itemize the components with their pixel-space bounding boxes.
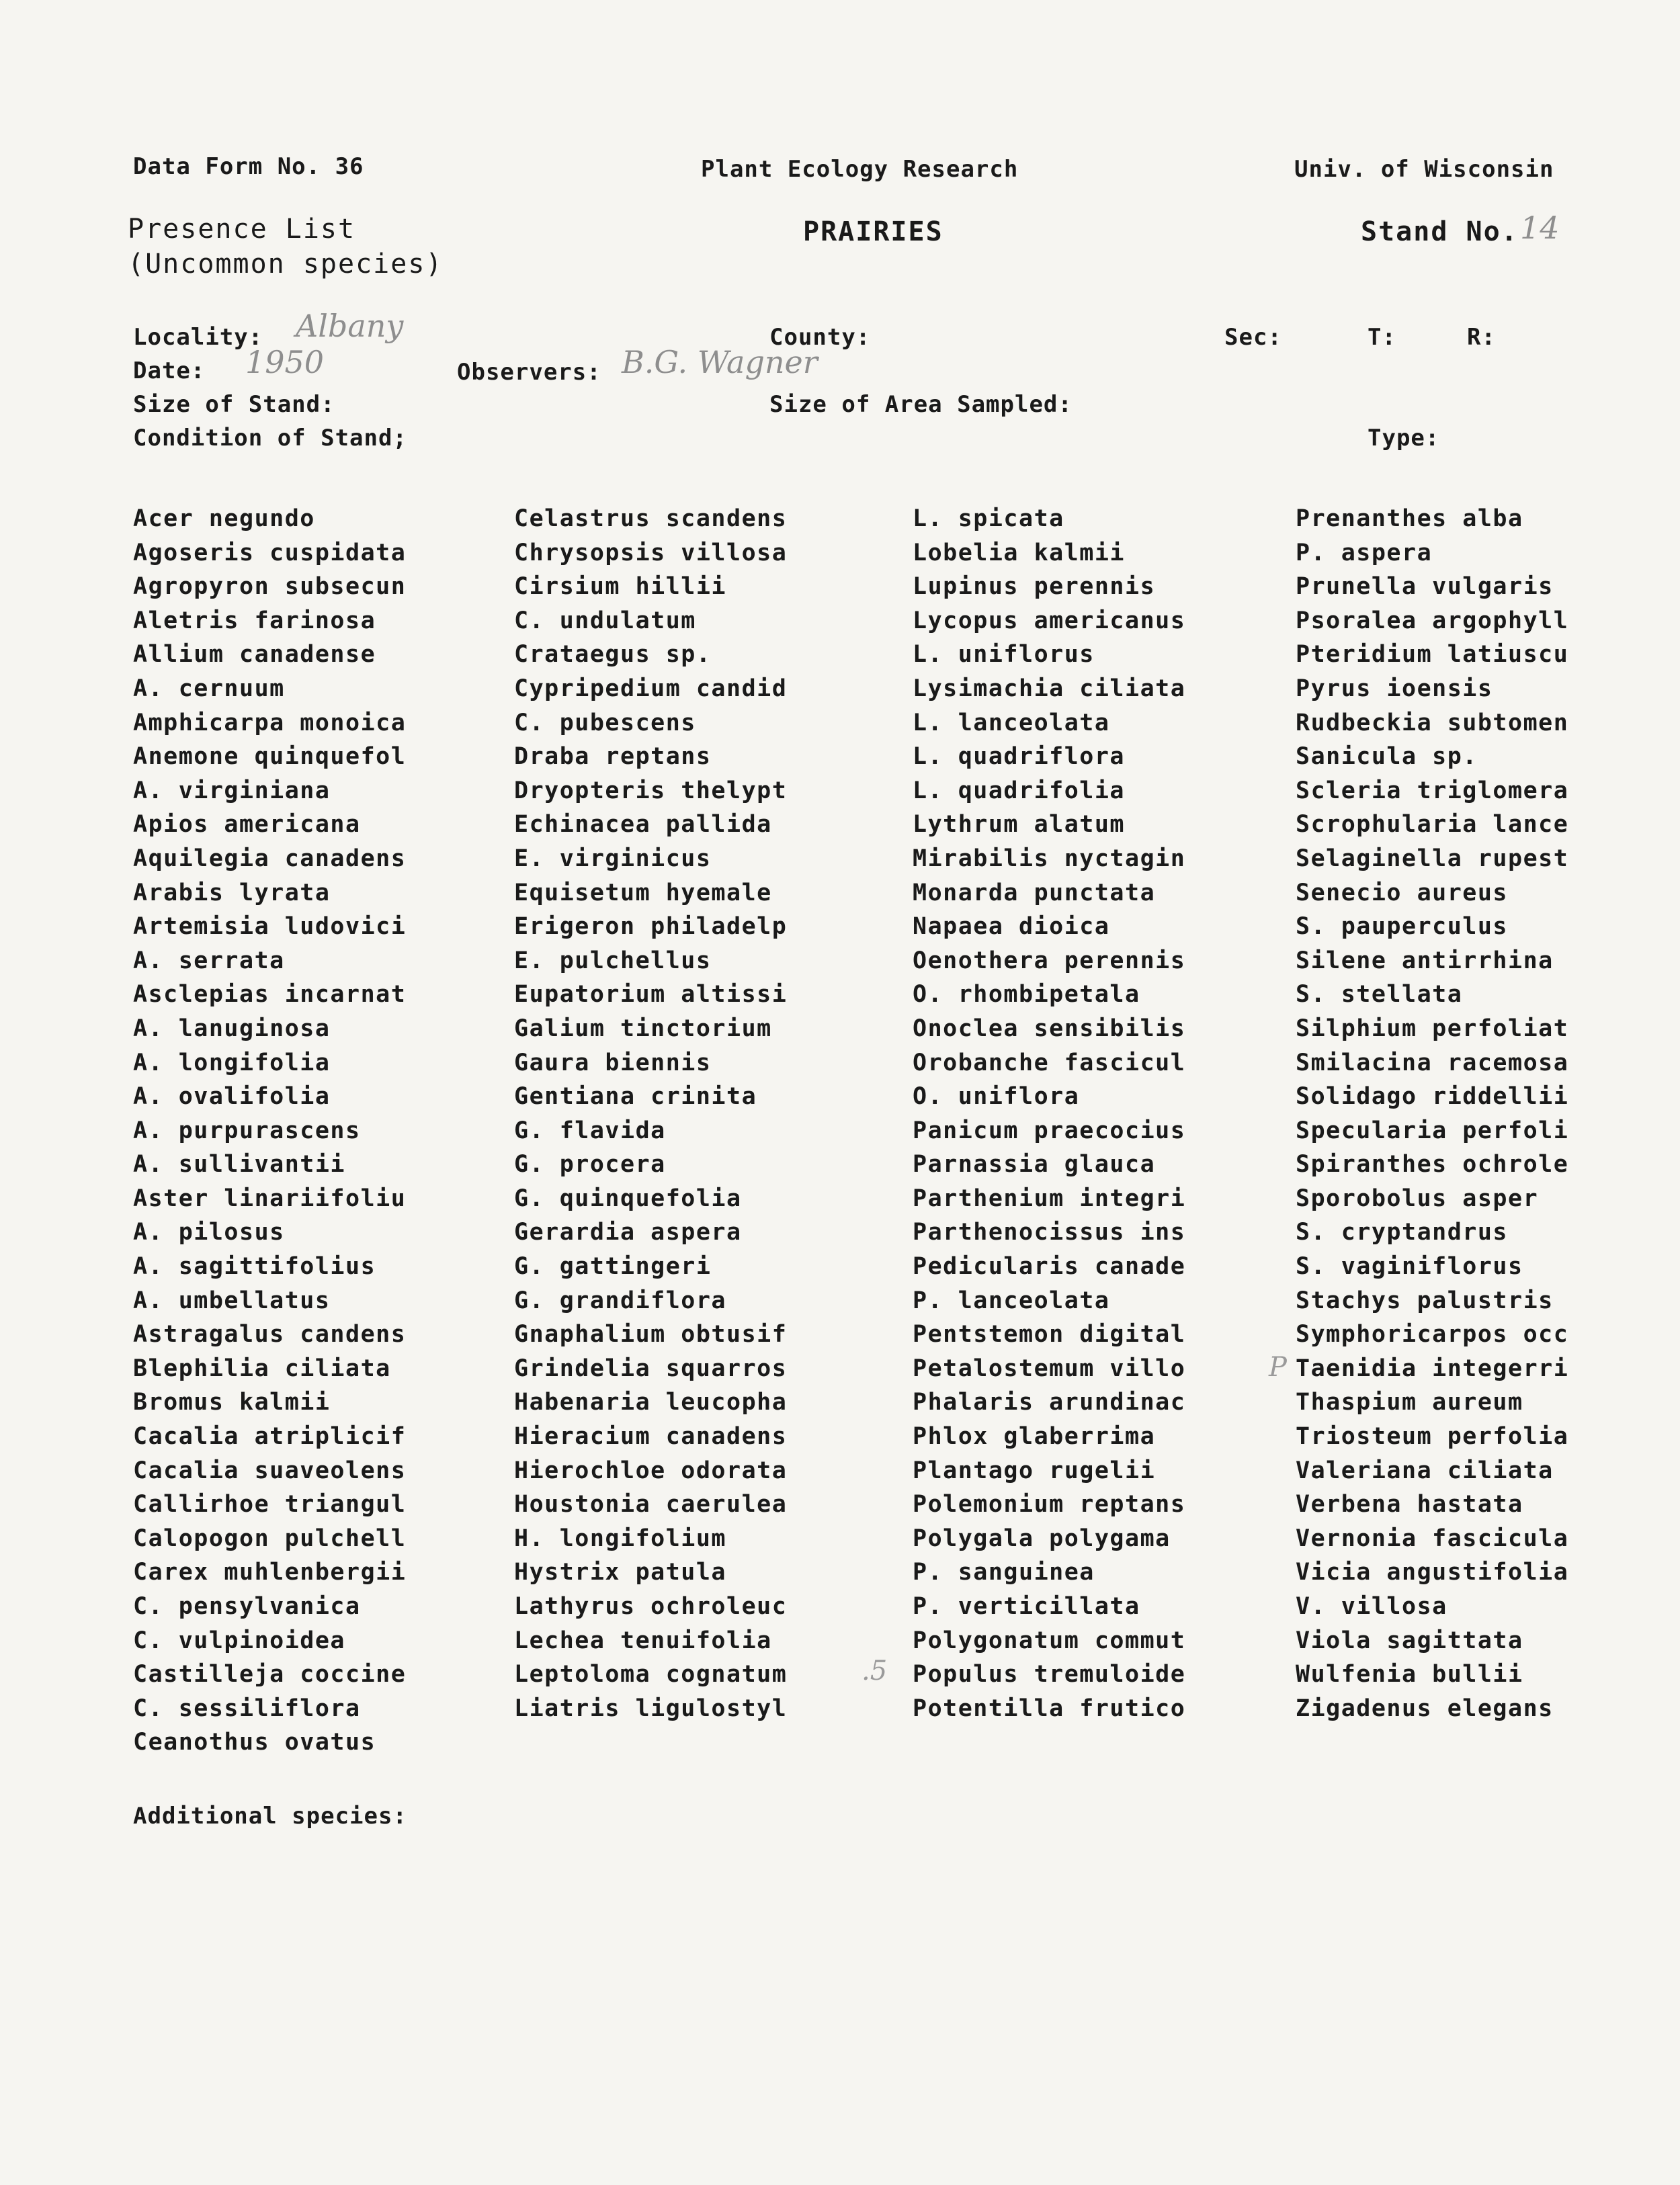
species-item: E. pulchellus bbox=[514, 947, 712, 974]
species-item: C. sessiliflora bbox=[133, 1695, 361, 1722]
species-item: Cirsium hillii bbox=[514, 573, 727, 601]
species-item: G. grandiflora bbox=[514, 1287, 727, 1314]
species-item: Sporobolus asper bbox=[1296, 1185, 1539, 1212]
species-item: O. rhombipetala bbox=[913, 981, 1140, 1009]
species-item: H. longifolium bbox=[514, 1525, 727, 1552]
species-item: A. lanuginosa bbox=[133, 1015, 331, 1042]
species-item: Orobanche fascicul bbox=[913, 1049, 1186, 1076]
species-item: L. quadrifolia bbox=[913, 777, 1126, 804]
species-item: V. villosa bbox=[1296, 1593, 1447, 1620]
list-subtitle: (Uncommon species) bbox=[128, 249, 444, 280]
species-item: Habenaria leucopha bbox=[514, 1389, 788, 1416]
species-item: Celastrus scandens bbox=[514, 505, 788, 532]
species-item: Hierochloe odorata bbox=[514, 1457, 788, 1484]
species-item: Pedicularis canade bbox=[913, 1253, 1186, 1281]
species-item: Agoseris cuspidata bbox=[133, 539, 407, 566]
species-item: Thaspium aureum bbox=[1296, 1389, 1523, 1416]
species-item: Allium canadense bbox=[133, 641, 376, 669]
species-item: Valeriana ciliata bbox=[1296, 1457, 1554, 1484]
species-column-4 bbox=[1296, 502, 1568, 1725]
species-item: S. stellata bbox=[1296, 981, 1463, 1009]
species-item: A. purpurascens bbox=[133, 1117, 361, 1144]
species-item: Oenothera perennis bbox=[913, 947, 1186, 974]
species-item: Parthenocissus ins bbox=[913, 1219, 1186, 1246]
species-item: Asclepias incarnat bbox=[133, 981, 407, 1009]
species-item: C. pensylvanica bbox=[133, 1593, 361, 1620]
species-item: Selaginella rupest bbox=[1296, 845, 1569, 872]
species-item: Polygala polygama bbox=[913, 1525, 1171, 1552]
species-item: L. uniflorus bbox=[913, 641, 1095, 669]
species-item: P. sanguinea bbox=[913, 1559, 1095, 1586]
species-item: Sanicula sp. bbox=[1296, 743, 1478, 771]
species-item: Leptoloma cognatum bbox=[514, 1661, 788, 1688]
species-column-2 bbox=[514, 502, 787, 1725]
species-item: Verbena hastata bbox=[1296, 1491, 1523, 1518]
species-item: L. spicata bbox=[913, 505, 1064, 532]
species-item: Houstonia caerulea bbox=[514, 1491, 788, 1518]
species-item: Anemone quinquefol bbox=[133, 743, 407, 771]
species-item: Gerardia aspera bbox=[514, 1219, 742, 1246]
species-item: A. pilosus bbox=[133, 1219, 285, 1246]
species-item: Gentiana crinita bbox=[514, 1083, 757, 1111]
species-item: Lysimachia ciliata bbox=[913, 675, 1186, 702]
populus-handwritten-mark: .5 bbox=[862, 1656, 888, 1686]
species-item: Taenidia integerri bbox=[1296, 1355, 1569, 1382]
species-column-1 bbox=[133, 502, 406, 1760]
species-item: G. procera bbox=[514, 1151, 666, 1179]
additional-species-label: Additional species: bbox=[133, 1803, 407, 1830]
species-item: Gaura biennis bbox=[514, 1049, 712, 1076]
species-item: S. cryptandrus bbox=[1296, 1219, 1509, 1246]
date-label: Date: bbox=[133, 357, 206, 384]
species-item: Smilacina racemosa bbox=[1296, 1049, 1569, 1076]
species-item: Cacalia suaveolens bbox=[133, 1457, 407, 1484]
species-item: Stachys palustris bbox=[1296, 1287, 1554, 1314]
species-item: Zigadenus elegans bbox=[1296, 1695, 1554, 1722]
species-item: Echinacea pallida bbox=[514, 811, 772, 839]
species-item: Hystrix patula bbox=[514, 1559, 727, 1586]
species-item: Carex muhlenbergii bbox=[133, 1559, 407, 1586]
species-item: Apios americana bbox=[133, 811, 361, 839]
species-item: Calopogon pulchell bbox=[133, 1525, 407, 1552]
species-item: Aster linariifoliu bbox=[133, 1185, 407, 1212]
species-item: A. cernuum bbox=[133, 675, 285, 702]
species-item: Plantago rugelii bbox=[913, 1457, 1156, 1484]
species-item: A. serrata bbox=[133, 947, 285, 974]
species-item: Hieracium canadens bbox=[514, 1423, 788, 1451]
species-item: Rudbeckia subtomen bbox=[1296, 709, 1569, 736]
species-item: A. virginiana bbox=[133, 777, 331, 804]
species-item: Lythrum alatum bbox=[913, 811, 1126, 839]
species-item: Artemisia ludovici bbox=[133, 913, 407, 941]
species-item: Phlox glaberrima bbox=[913, 1423, 1156, 1451]
species-item: Aletris farinosa bbox=[133, 607, 376, 634]
species-item: Erigeron philadelp bbox=[514, 913, 788, 941]
institution-name: Plant Ecology Research bbox=[701, 156, 1019, 183]
species-item: Draba reptans bbox=[514, 743, 712, 771]
species-item: Amphicarpa monoica bbox=[133, 709, 407, 736]
species-item: P. aspera bbox=[1296, 539, 1433, 566]
species-column-3 bbox=[913, 502, 1185, 1725]
locality-label: Locality: bbox=[133, 324, 263, 351]
species-item: Vernonia fascicula bbox=[1296, 1525, 1569, 1552]
species-item: Wulfenia bullii bbox=[1296, 1661, 1523, 1688]
species-item: L. lanceolata bbox=[913, 709, 1110, 736]
species-item: Panicum praecocius bbox=[913, 1117, 1186, 1144]
form-number: Data Form No. 36 bbox=[133, 153, 364, 180]
species-item: Psoralea argophyll bbox=[1296, 607, 1569, 634]
species-item: Napaea dioica bbox=[913, 913, 1110, 941]
species-item: Vicia angustifolia bbox=[1296, 1559, 1569, 1586]
species-item: A. ovalifolia bbox=[133, 1083, 331, 1111]
species-item: Pentstemon digital bbox=[913, 1321, 1186, 1348]
species-item: Grindelia squarros bbox=[514, 1355, 788, 1382]
species-item: Castilleja coccine bbox=[133, 1661, 407, 1688]
university-name: Univ. of Wisconsin bbox=[1294, 156, 1554, 183]
species-item: Ceanothus ovatus bbox=[133, 1729, 376, 1756]
species-item: O. uniflora bbox=[913, 1083, 1080, 1111]
date-value: 1950 bbox=[245, 344, 325, 380]
size-of-stand-label: Size of Stand: bbox=[133, 391, 335, 418]
species-item: Senecio aureus bbox=[1296, 879, 1509, 906]
species-item: G. quinquefolia bbox=[514, 1185, 742, 1212]
species-item: C. pubescens bbox=[514, 709, 696, 736]
condition-of-stand-label: Condition of Stand; bbox=[133, 425, 407, 452]
species-item: Liatris ligulostyl bbox=[514, 1695, 788, 1722]
species-item: Polemonium reptans bbox=[913, 1491, 1186, 1518]
species-item: Lechea tenuifolia bbox=[514, 1627, 772, 1654]
species-item: Mirabilis nyctagin bbox=[913, 845, 1186, 872]
species-item: Dryopteris thelypt bbox=[514, 777, 788, 804]
species-item: Lobelia kalmii bbox=[913, 539, 1126, 566]
species-item: Polygonatum commut bbox=[913, 1627, 1186, 1654]
size-of-area-label: Size of Area Sampled: bbox=[769, 391, 1073, 418]
species-item: Specularia perfoli bbox=[1296, 1117, 1569, 1144]
species-item: Cypripedium candid bbox=[514, 675, 788, 702]
species-item: A. umbellatus bbox=[133, 1287, 331, 1314]
species-item: G. gattingeri bbox=[514, 1253, 712, 1281]
species-item: Populus tremuloide bbox=[913, 1661, 1186, 1688]
species-item: Phalaris arundinac bbox=[913, 1389, 1186, 1416]
species-item: Galium tinctorium bbox=[514, 1015, 772, 1042]
species-item: L. quadriflora bbox=[913, 743, 1126, 771]
species-item: Blephilia ciliata bbox=[133, 1355, 391, 1382]
species-item: Viola sagittata bbox=[1296, 1627, 1523, 1654]
list-title: Presence List bbox=[128, 214, 356, 245]
r-label: R: bbox=[1467, 324, 1496, 351]
species-item: G. flavida bbox=[514, 1117, 666, 1144]
species-item: Parnassia glauca bbox=[913, 1151, 1156, 1179]
species-item: Silene antirrhina bbox=[1296, 947, 1554, 974]
species-item: P. lanceolata bbox=[913, 1287, 1110, 1314]
species-item: Arabis lyrata bbox=[133, 879, 331, 906]
observers-value: B.G. Wagner bbox=[622, 344, 818, 380]
species-item: Lycopus americanus bbox=[913, 607, 1186, 634]
species-item: Pteridium latiuscu bbox=[1296, 641, 1569, 669]
type-label: Type: bbox=[1368, 425, 1440, 452]
species-item: Lathyrus ochroleuc bbox=[514, 1593, 788, 1620]
species-item: Agropyron subsecun bbox=[133, 573, 407, 601]
species-item: Eupatorium altissi bbox=[514, 981, 788, 1009]
species-item: Lupinus perennis bbox=[913, 573, 1156, 601]
species-item: Acer negundo bbox=[133, 505, 315, 532]
species-item: Triosteum perfolia bbox=[1296, 1423, 1569, 1451]
species-item: A. sagittifolius bbox=[133, 1253, 376, 1281]
species-item: Onoclea sensibilis bbox=[913, 1015, 1186, 1042]
species-item: Silphium perfoliat bbox=[1296, 1015, 1569, 1042]
species-item: Parthenium integri bbox=[913, 1185, 1186, 1212]
species-item: Crataegus sp. bbox=[514, 641, 712, 669]
species-item: Scleria triglomera bbox=[1296, 777, 1569, 804]
species-item: Symphoricarpos occ bbox=[1296, 1321, 1569, 1348]
species-item: Prunella vulgaris bbox=[1296, 573, 1554, 601]
species-item: Astragalus candens bbox=[133, 1321, 407, 1348]
species-item: Pyrus ioensis bbox=[1296, 675, 1493, 702]
community-title: PRAIRIES bbox=[803, 216, 943, 247]
species-item: Scrophularia lance bbox=[1296, 811, 1569, 839]
species-item: Gnaphalium obtusif bbox=[514, 1321, 788, 1348]
species-item: A. longifolia bbox=[133, 1049, 331, 1076]
species-item: Chrysopsis villosa bbox=[514, 539, 788, 566]
sec-label: Sec: bbox=[1224, 324, 1282, 351]
species-item: C. undulatum bbox=[514, 607, 696, 634]
t-label: T: bbox=[1368, 324, 1396, 351]
species-item: Equisetum hyemale bbox=[514, 879, 772, 906]
species-item: S. vaginiflorus bbox=[1296, 1253, 1523, 1281]
species-item: Potentilla frutico bbox=[913, 1695, 1186, 1722]
stand-number-label: Stand No. bbox=[1361, 216, 1519, 247]
species-item: Solidago riddellii bbox=[1296, 1083, 1569, 1111]
species-item: Petalostemum villo bbox=[913, 1355, 1186, 1382]
species-item: Spiranthes ochrole bbox=[1296, 1151, 1569, 1179]
species-item: Monarda punctata bbox=[913, 879, 1156, 906]
species-item: C. vulpinoidea bbox=[133, 1627, 346, 1654]
species-item: P. verticillata bbox=[913, 1593, 1140, 1620]
taenidia-handwritten-mark: P bbox=[1269, 1352, 1287, 1383]
county-label: County: bbox=[769, 324, 871, 351]
species-item: Aquilegia canadens bbox=[133, 845, 407, 872]
species-item: A. sullivantii bbox=[133, 1151, 346, 1179]
species-item: S. pauperculus bbox=[1296, 913, 1509, 941]
observers-label: Observers: bbox=[457, 359, 601, 386]
locality-value: Albany bbox=[296, 308, 404, 344]
species-item: Cacalia atriplicif bbox=[133, 1423, 407, 1451]
species-item: Callirhoe triangul bbox=[133, 1491, 407, 1518]
species-item: Prenanthes alba bbox=[1296, 505, 1523, 532]
stand-number-value: 14 bbox=[1520, 210, 1560, 246]
species-item: E. virginicus bbox=[514, 845, 712, 872]
species-item: Bromus kalmii bbox=[133, 1389, 331, 1416]
